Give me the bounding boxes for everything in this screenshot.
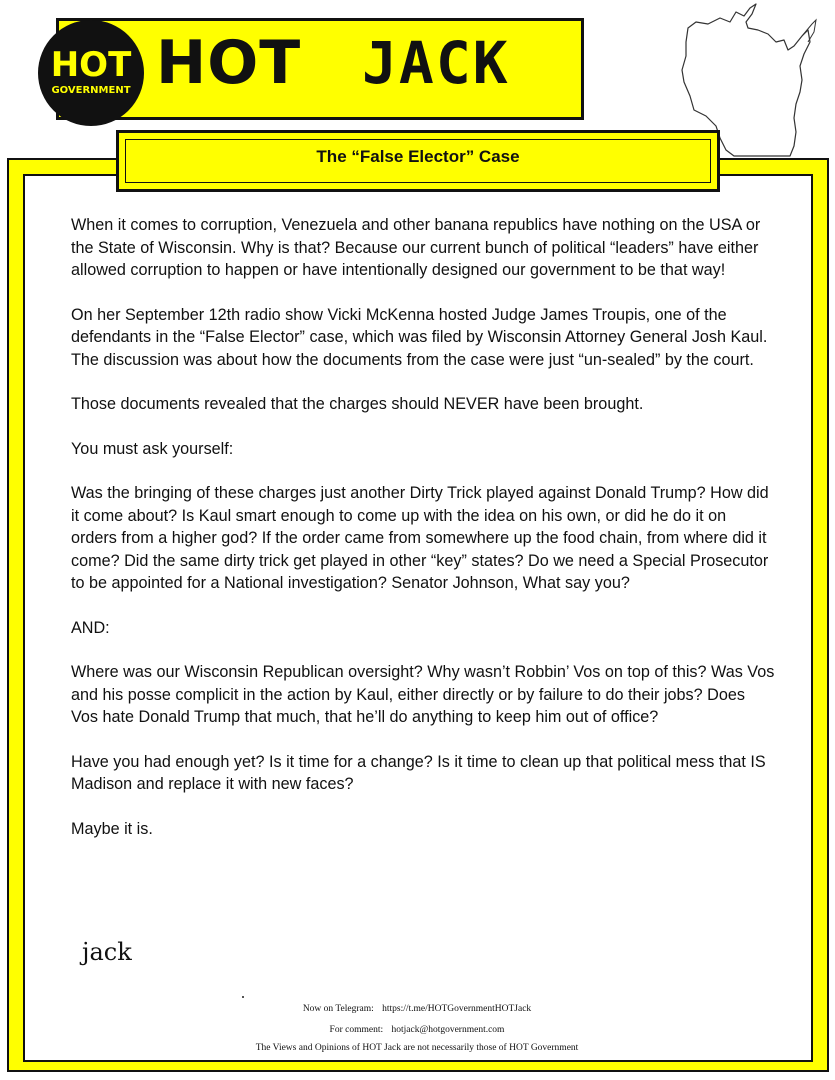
paragraph: Maybe it is.	[71, 819, 153, 838]
comment-email[interactable]: hotjack@hotgovernment.com	[391, 1025, 505, 1035]
case-title-box	[116, 130, 720, 192]
title-hot: HOT	[156, 28, 302, 98]
signature: jack	[82, 938, 132, 966]
article-body	[71, 214, 776, 862]
case-title: The “False Elector” Case	[316, 147, 520, 166]
telegram-label: Now on Telegram:	[302, 1004, 374, 1014]
paragraph: Those documents revealed that the charges should NEVER have been brought.	[71, 395, 644, 413]
paragraph: When it comes to corruption, Venezuela and other banana republics have nothing on the USA or the State of Wisconsin. Why is that? Because our current bunch of political “leaders” have either allowed corruption to happen or have intentionally designed our government to be that way!	[71, 216, 761, 279]
footer-telegram	[22, 1004, 812, 1014]
title-jack: JACK	[362, 29, 510, 97]
hot-government-logo	[38, 20, 144, 126]
paragraph: You must ask yourself:	[71, 439, 234, 458]
logo-government-text: GOVERNMENT	[51, 85, 131, 96]
telegram-link[interactable]: https://t.me/HOTGovernmentHOTJack	[382, 1004, 532, 1014]
paragraph: Have you had enough yet? Is it time for a change? Is it time to clean up that political mess that IS Madison and replace it with new faces?	[71, 752, 766, 793]
logo-hot-text: HOT	[50, 45, 132, 85]
comment-label: For comment:	[329, 1025, 384, 1035]
paragraph: AND:	[71, 618, 110, 637]
paragraph: Was the bringing of these charges just another Dirty Trick played against Donald Trump? How did it come about? Is Kaul smart enough to come up with the idea on his own, or did he do it on orders from a higher god? If the order came from somewhere up the food chain, from where did it come? Did the same dirty trick get played in other “key” states? Do we need a Special Prosecutor to be appointed for a National investigation? Senator Johnson, What say you?	[71, 484, 769, 592]
stray-dot	[242, 996, 244, 998]
paragraph: Where was our Wisconsin Republican oversight? Why wasn’t Robbin’ Vos on top of this? Was Vos and his posse complicit in the action by Kaul, either directly or by failure to do their jobs? Does Vos hate Donald Trump that much, that he’ll do anything to keep him out of office?	[71, 663, 775, 726]
footer-comment	[22, 1025, 812, 1035]
footer-disclaimer: The Views and Opinions of HOT Jack are not necessarily those of HOT Government	[255, 1043, 579, 1053]
paragraph: On her September 12th radio show Vicki McKenna hosted Judge James Troupis, one of the defendants in the “False Elector” case, which was filed by Wisconsin Attorney General Josh Kaul. The discussion was about how the documents from the case were just “un-sealed” by the court.	[71, 305, 768, 369]
